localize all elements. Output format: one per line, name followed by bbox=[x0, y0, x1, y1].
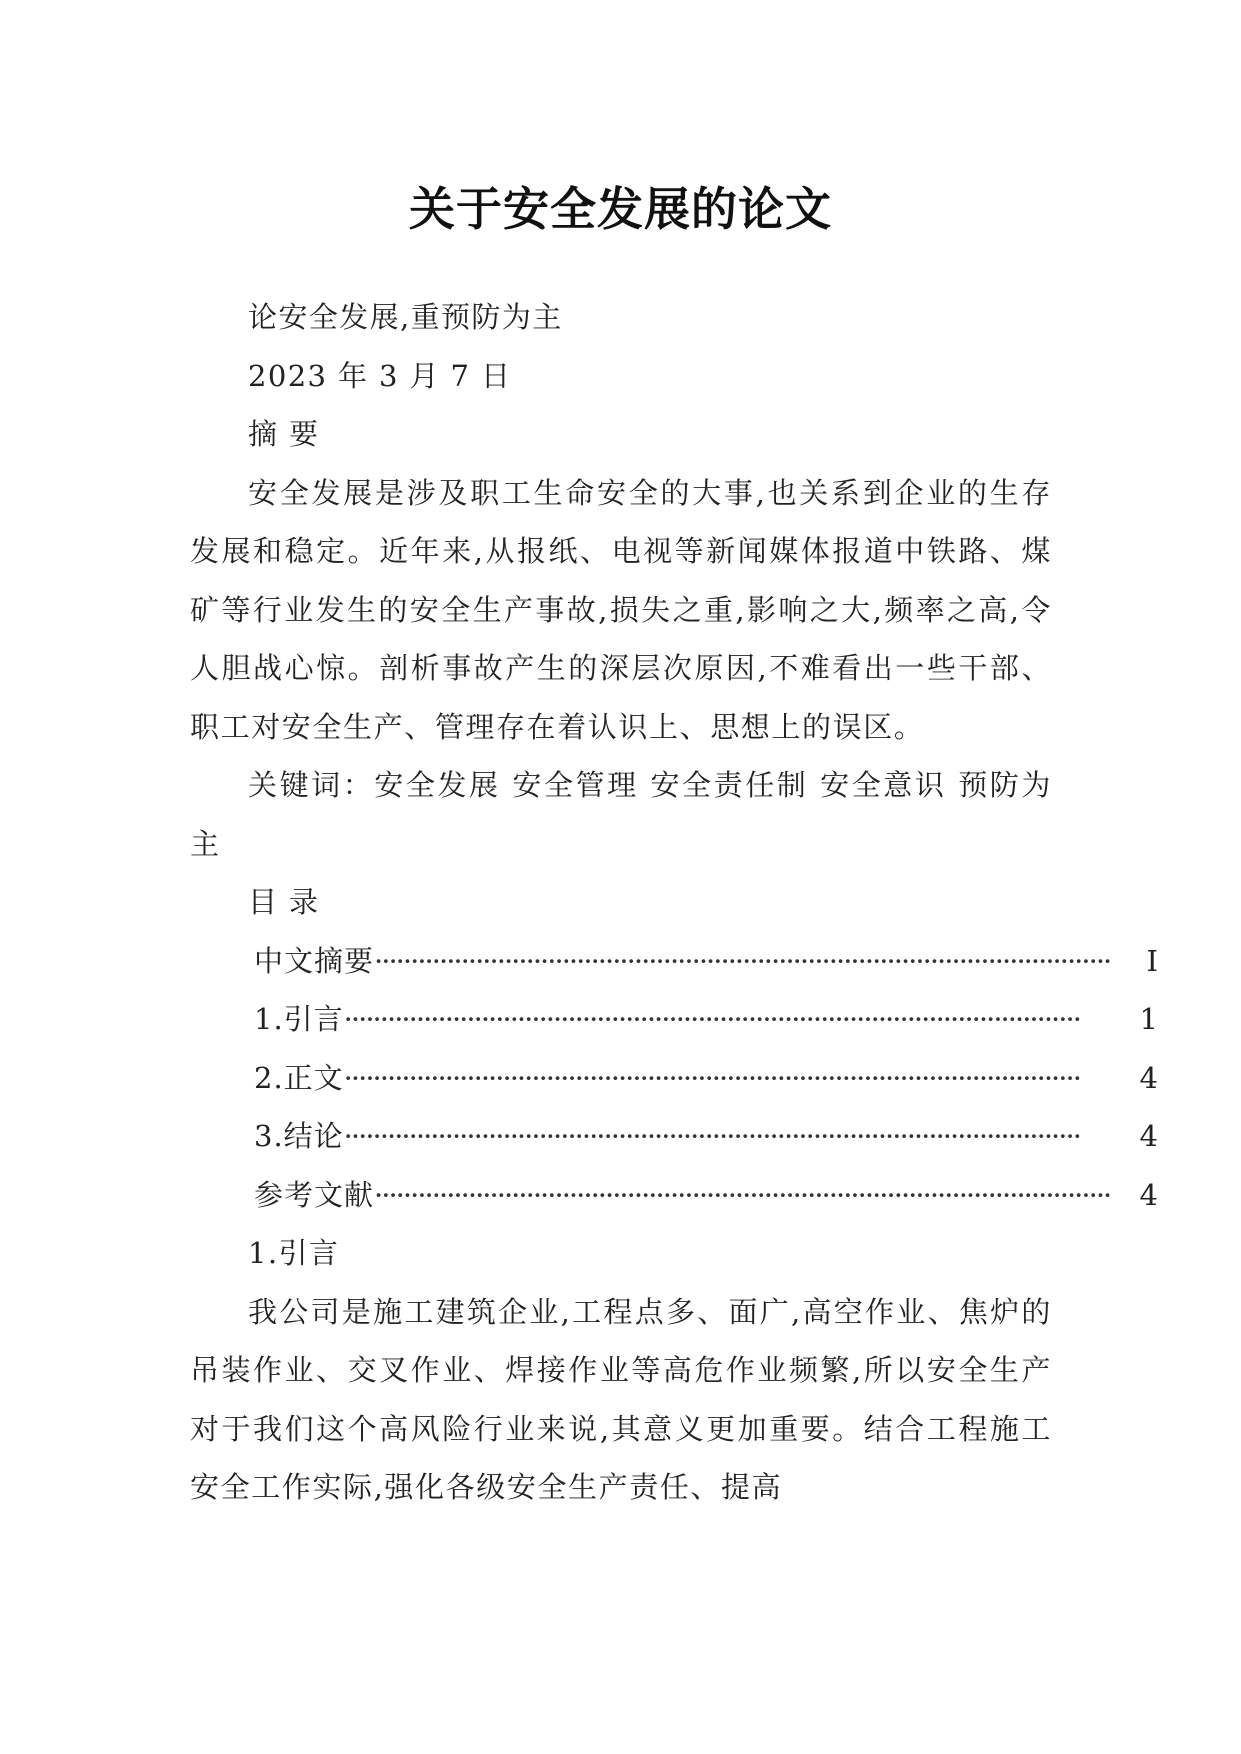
document-body bbox=[190, 288, 1158, 1517]
toc-leader-dots bbox=[374, 932, 1145, 991]
toc-entry-label: 中文摘要 bbox=[254, 943, 375, 978]
toc-entry[interactable] bbox=[190, 1166, 1158, 1225]
toc-entry-label: 1.引言 bbox=[254, 1002, 344, 1036]
toc-leader-dots bbox=[374, 1166, 1138, 1225]
toc-entry-label: 参考文献 bbox=[254, 1177, 375, 1212]
toc-heading: 目 录 bbox=[248, 885, 320, 919]
toc-entry-page: 4 bbox=[1139, 1060, 1158, 1095]
date-line: 2023 年 3 月 7 日 bbox=[248, 358, 512, 393]
toc-leader-dots bbox=[344, 1049, 1138, 1108]
intro-heading: 1.引言 bbox=[248, 1236, 340, 1270]
abstract-paragraph: 安全发展是涉及职工生命安全的大事,也关系到企业的生存发展和稳定。近年来,从报纸、电视等新闻媒体报道中铁路、煤矿等行业发生的安全生产事故,损失之重,影响之大,频率之高,令人胆战心惊。剖析事故产生的深层次原因,不难看出一些干部、职工对安全生产、管理存在着认识上、思想上的误区。 bbox=[190, 475, 1052, 744]
toc-leader-dots bbox=[344, 990, 1138, 1049]
toc-entry-page: 4 bbox=[1139, 1177, 1158, 1212]
intro-paragraph: 我公司是施工建筑企业,工程点多、面广,高空作业、焦炉的吊装作业、交叉作业、焊接作业等高危作业频繁,所以安全生产对于我们这个高风险行业来说,其意义更加重要。结合工程施工安全工作实际,强化各级安全生产责任、提高 bbox=[190, 1294, 1052, 1504]
toc-entry-page: 1 bbox=[1139, 1002, 1158, 1036]
toc-entry-page: 4 bbox=[1139, 1119, 1158, 1153]
abstract-heading: 摘 要 bbox=[248, 417, 320, 451]
toc-entry[interactable] bbox=[190, 990, 1158, 1049]
subtitle: 论安全发展,重预防为主 bbox=[248, 300, 563, 334]
toc-entry-page: I bbox=[1146, 943, 1158, 978]
toc-entry-label: 3.结论 bbox=[254, 1119, 344, 1153]
toc-entry-label: 2.正文 bbox=[254, 1060, 344, 1095]
document-title: 关于安全发展的论文 bbox=[409, 181, 832, 236]
toc-entry[interactable] bbox=[190, 1107, 1158, 1166]
toc-entry[interactable] bbox=[190, 932, 1158, 991]
keywords-paragraph: 关键词：安全发展 安全管理 安全责任制 安全意识 预防为主 bbox=[190, 768, 1052, 861]
table-of-contents bbox=[190, 932, 1158, 1225]
toc-leader-dots bbox=[344, 1107, 1138, 1166]
toc-entry[interactable] bbox=[190, 1049, 1158, 1108]
